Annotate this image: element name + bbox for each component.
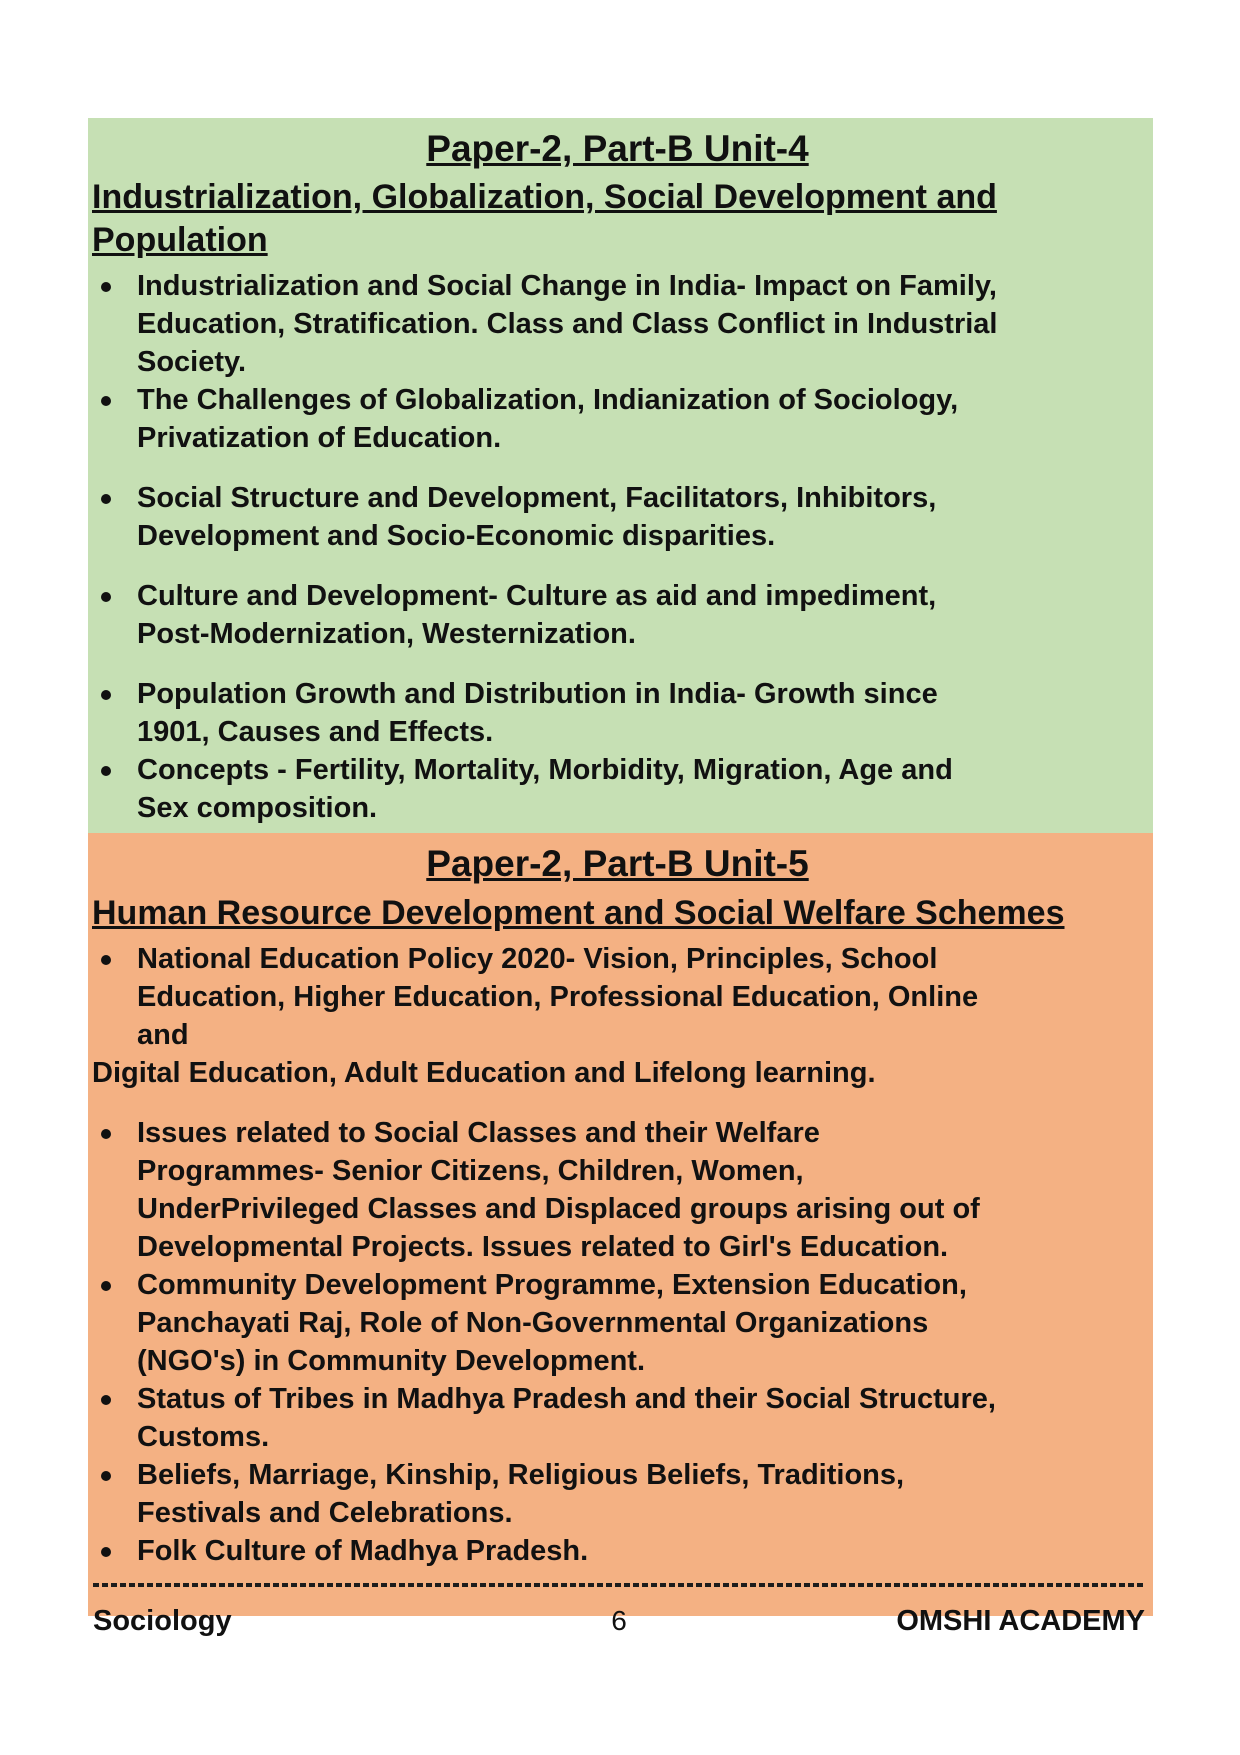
list-item: [92, 381, 1143, 457]
unit-5-heading: Human Resource Development and Social Welfare Schemes: [92, 893, 1065, 932]
footer-page-number: 6: [611, 1605, 627, 1636]
bullet-icon: [101, 396, 111, 406]
bullet-icon: [101, 766, 111, 776]
bullet-icon: [101, 1547, 111, 1557]
bullet-text: Industrialization and Social Change in India- Impact on Family, Education, Stratification. Class and Class Conflict in Industrial Society.: [137, 270, 998, 379]
bullet-text: Social Structure and Development, Facilitators, Inhibitors, Development and Socio-Economic disparities.: [137, 482, 937, 553]
footer-divider: [93, 1583, 1145, 1587]
bullet-text: Issues related to Social Classes and their Welfare Programmes- Senior Citizens, Children, Women, UnderPrivileged Classes and Displaced groups arising out of Developmental Projects. Issues related to Girl's Education.: [137, 1117, 980, 1263]
bullet-column: [92, 751, 137, 776]
bullet-text: Culture and Development- Culture as aid and impediment, Post-Modernization, Westernization.: [137, 580, 937, 651]
bullet-column: [92, 940, 137, 965]
bullet-text: Community Development Programme, Extension Education, Panchayati Raj, Role of Non-Governmental Organizations (NGO's) in Community Development.: [137, 1269, 967, 1377]
bullet-column: [92, 1266, 137, 1291]
footer-academy-label: OMSHI ACADEMY: [896, 1605, 1145, 1637]
bullet-icon: [101, 1395, 111, 1405]
list-item: [92, 675, 1143, 751]
bullet-icon: [101, 955, 111, 965]
unit-4-section: [88, 118, 1153, 833]
unit-5-bullet-list: [92, 940, 1143, 1570]
list-item: [92, 267, 1143, 381]
bullet-icon: [101, 690, 111, 700]
bullet-icon: [101, 592, 111, 602]
unit-4-title: Paper-2, Part-B Unit-4: [426, 128, 809, 169]
bullet-text: Beliefs, Marriage, Kinship, Religious Beliefs, Traditions, Festivals and Celebrations.: [137, 1459, 905, 1529]
list-item: [92, 1266, 1143, 1380]
list-item: [92, 1456, 1143, 1532]
bullet-column: [92, 1114, 137, 1139]
unit-5-title: Paper-2, Part-B Unit-5: [426, 843, 809, 885]
bullet-column: [92, 1532, 137, 1557]
unit-5-section: [88, 833, 1153, 1616]
bullet-column: [92, 381, 137, 406]
list-item: [92, 1532, 1143, 1570]
list-item: [92, 1114, 1143, 1266]
bullet-icon: [101, 282, 111, 292]
list-item: [92, 577, 1143, 653]
bullet-text: Status of Tribes in Madhya Pradesh and their Social Structure, Customs.: [137, 1383, 996, 1453]
unit-4-bullet-list: [92, 267, 1143, 827]
list-item: [92, 1380, 1143, 1456]
bullet-column: [92, 267, 137, 292]
bullet-icon: [101, 1281, 111, 1291]
bullet-text-outdent: Digital Education, Adult Education and Lifelong learning.: [92, 1057, 876, 1089]
bullet-text: Folk Culture of Madhya Pradesh.: [137, 1535, 589, 1567]
footer-subject-label: Sociology: [93, 1605, 232, 1637]
bullet-icon: [101, 1471, 111, 1481]
bullet-column: [92, 1456, 137, 1481]
syllabus-content: [88, 118, 1153, 1616]
bullet-column: [92, 577, 137, 602]
page-footer: [93, 1605, 1145, 1638]
bullet-icon: [101, 494, 111, 504]
bullet-text: Concepts - Fertility, Mortality, Morbidity, Migration, Age and Sex composition.: [137, 754, 953, 825]
list-item: [92, 940, 1143, 1054]
bullet-text: The Challenges of Globalization, Indianization of Sociology, Privatization of Education.: [137, 384, 959, 455]
list-item: [92, 751, 1143, 827]
bullet-icon: [101, 1129, 111, 1139]
bullet-column: [92, 675, 137, 700]
bullet-column: [92, 479, 137, 504]
bullet-text: Population Growth and Distribution in India- Growth since 1901, Causes and Effects.: [137, 678, 938, 749]
list-item: [92, 479, 1143, 555]
unit-4-heading: Industrialization, Globalization, Social Development and Population: [92, 178, 997, 259]
bullet-column: [92, 1380, 137, 1405]
bullet-text: National Education Policy 2020- Vision, Principles, School Education, Higher Education, Professional Education, Online and: [137, 943, 979, 1051]
